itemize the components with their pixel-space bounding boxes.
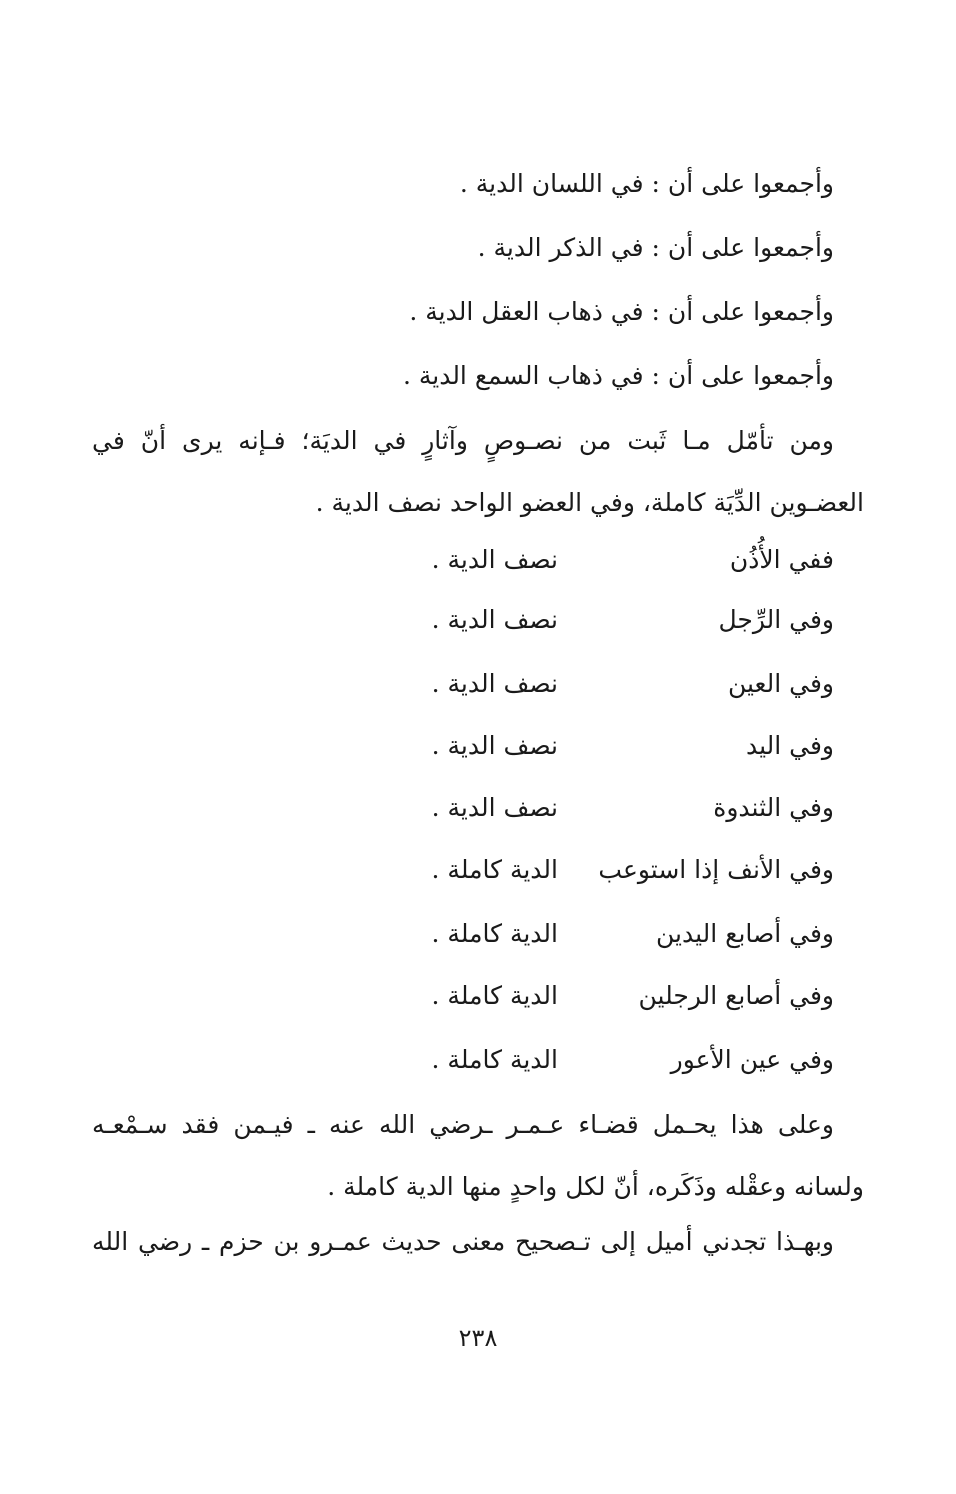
row-organ: وفي عين الأعور (670, 1045, 834, 1074)
table-row (414, 850, 834, 890)
paragraph-text: ومن تأمّل مـا ثَبت من نصـوصٍ وآثارٍ في الديَة؛ فـإنه يرى أنّ في العضـوين الدِّيَة كاملة، وفي العضو الواحد نصف الدية . (92, 426, 864, 517)
page-number: ٢٣٨ (458, 1324, 498, 1352)
row-organ: ففي الأُذُن (729, 545, 834, 574)
row-organ: وفي العين (727, 669, 834, 698)
table-row (414, 664, 834, 704)
table-row (414, 726, 834, 766)
table-row (414, 1040, 834, 1080)
paragraph-text: وعلى هذا يحـمل قضـاء عـمـر ـرضي الله عنه ـ فيـمن فقد سـمْعـه ولسانه وعقْله وذَكَره، أنّ لكل واحدٍ منها الدية كاملة . (92, 1110, 864, 1201)
table-row (414, 540, 834, 580)
consensus-line: وأجمعوا على أن : في اللسان الدية . (459, 169, 834, 198)
row-share: الدية كاملة . (431, 919, 558, 948)
row-share: نصف الدية . (431, 793, 558, 822)
paragraph (92, 410, 864, 534)
row-organ: وفي أصابع الرجلين (638, 981, 834, 1010)
row-share: نصف الدية . (431, 731, 558, 760)
row-share: نصف الدية . (431, 669, 558, 698)
row-organ: وفي أصابع اليدين (655, 919, 834, 948)
consensus-line: وأجمعوا على أن : في ذهاب العقل الدية . (409, 297, 834, 326)
table-row (414, 976, 834, 1016)
consensus-line: وأجمعوا على أن : في الذكر الدية . (477, 233, 834, 262)
row-organ: وفي الرِّجل (718, 605, 834, 634)
row-share: نصف الدية . (431, 605, 558, 634)
row-share: الدية كاملة . (431, 1045, 558, 1074)
table-row (414, 788, 834, 828)
paragraph (92, 1094, 864, 1218)
row-share: نصف الدية . (431, 545, 558, 574)
consensus-line: وأجمعوا على أن : في ذهاب السمع الدية . (402, 361, 834, 390)
row-organ: وفي اليد (745, 731, 834, 760)
row-organ: وفي الأنف إذا استوعب (598, 855, 834, 884)
paragraph-last-line: وبهـذا تجدني أميل إلى تـصحيح معنى حديث عمـرو بن حزم ـ رضي الله (92, 1227, 834, 1256)
table-row (414, 600, 834, 640)
row-share: الدية كاملة . (431, 981, 558, 1010)
row-organ: وفي الثندوة (713, 793, 834, 822)
row-share: الدية كاملة . (431, 855, 558, 884)
table-row (414, 914, 834, 954)
